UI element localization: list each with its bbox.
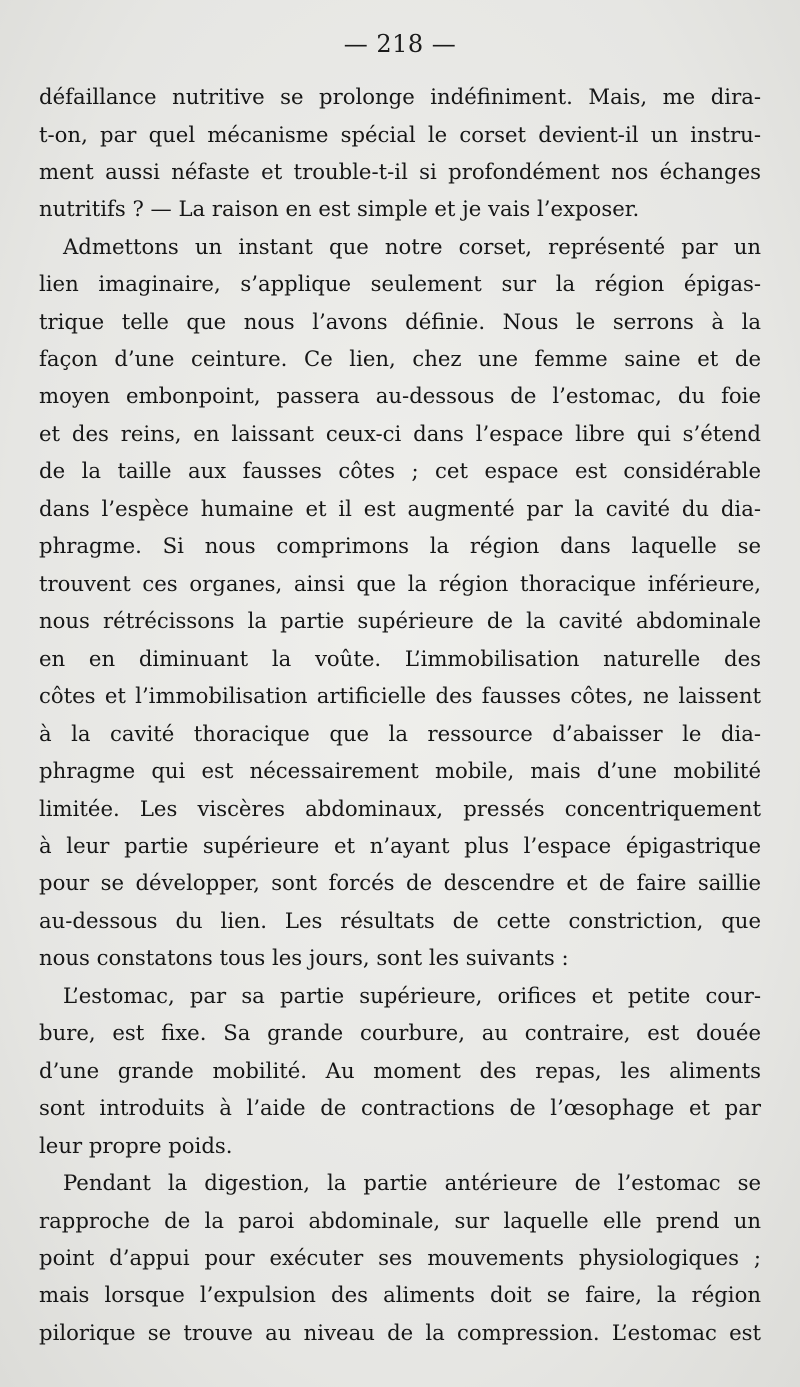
text-line: moyen embonpoint, passera au-dessous de l’estomac, du foie xyxy=(39,383,761,408)
text-line: de la taille aux fausses côtes ; cet espace est considérable xyxy=(39,458,761,483)
text-line: limitée. Les viscères abdominaux, pressés concentriquement xyxy=(39,796,761,821)
text-line: d’une grande mobilité. Au moment des repas, les aliments xyxy=(39,1058,761,1083)
text-line: et des reins, en laissant ceux-ci dans l’espace libre qui s’étend xyxy=(39,421,761,446)
page-number: — 218 — xyxy=(343,30,457,58)
text-line: trouvent ces organes, ainsi que la région thoracique inférieure, xyxy=(39,571,761,596)
text-line: façon d’une ceinture. Ce lien, chez une femme saine et de xyxy=(39,346,761,371)
text-line: défaillance nutritive se prolonge indéfiniment. Mais, me dira- xyxy=(39,84,761,109)
text-line: sont introduits à l’aide de contractions de l’œsophage et par xyxy=(39,1095,761,1120)
text-line: en en diminuant la voûte. L’immobilisation naturelle des xyxy=(39,646,761,671)
text-line: rapproche de la paroi abdominale, sur laquelle elle prend un xyxy=(39,1208,761,1233)
text-line: t-on, par quel mécanisme spécial le corset devient-il un instru- xyxy=(39,122,761,147)
text-line: dans l’espèce humaine et il est augmenté par la cavité du dia- xyxy=(39,496,761,521)
text-line: à la cavité thoracique que la ressource d’abaisser le dia- xyxy=(39,721,761,746)
text-line: point d’appui pour exécuter ses mouvements physiologiques ; xyxy=(39,1245,761,1270)
text-line: mais lorsque l’expulsion des aliments doit se faire, la région xyxy=(39,1282,761,1307)
text-line: au-dessous du lien. Les résultats de cette constriction, que xyxy=(39,908,761,933)
text-line: pilorique se trouve au niveau de la compression. L’estomac est xyxy=(39,1320,761,1345)
text-line: bure, est fixe. Sa grande courbure, au contraire, est douée xyxy=(39,1020,761,1045)
text-line: phragme. Si nous comprimons la région dans laquelle se xyxy=(39,533,761,558)
text-line: à leur partie supérieure et n’ayant plus l’espace épigastrique xyxy=(39,833,761,858)
text-line: nutritifs ? — La raison en est simple et je vais l’exposer. xyxy=(39,196,640,221)
text-line: Admettons un instant que notre corset, représenté par un xyxy=(63,234,761,259)
text-line: leur propre poids. xyxy=(39,1133,233,1158)
text-line: phragme qui est nécessairement mobile, mais d’une mobilité xyxy=(39,758,761,783)
text-line: lien imaginaire, s’applique seulement sur la région épigas- xyxy=(39,271,761,296)
text-line: nous constatons tous les jours, sont les suivants : xyxy=(39,945,569,970)
text-line: ment aussi néfaste et trouble-t-il si profondément nos échanges xyxy=(39,159,761,184)
text-line: trique telle que nous l’avons définie. Nous le serrons à la xyxy=(39,309,761,334)
text-line: L’estomac, par sa partie supérieure, orifices et petite cour- xyxy=(63,983,761,1008)
text-line: Pendant la digestion, la partie antérieure de l’estomac se xyxy=(63,1170,761,1195)
text-line: nous rétrécissons la partie supérieure de la cavité abdominale xyxy=(39,608,761,633)
text-line: pour se développer, sont forcés de descendre et de faire saillie xyxy=(39,870,761,895)
text-line: côtes et l’immobilisation artificielle des fausses côtes, ne laissent xyxy=(39,683,761,708)
